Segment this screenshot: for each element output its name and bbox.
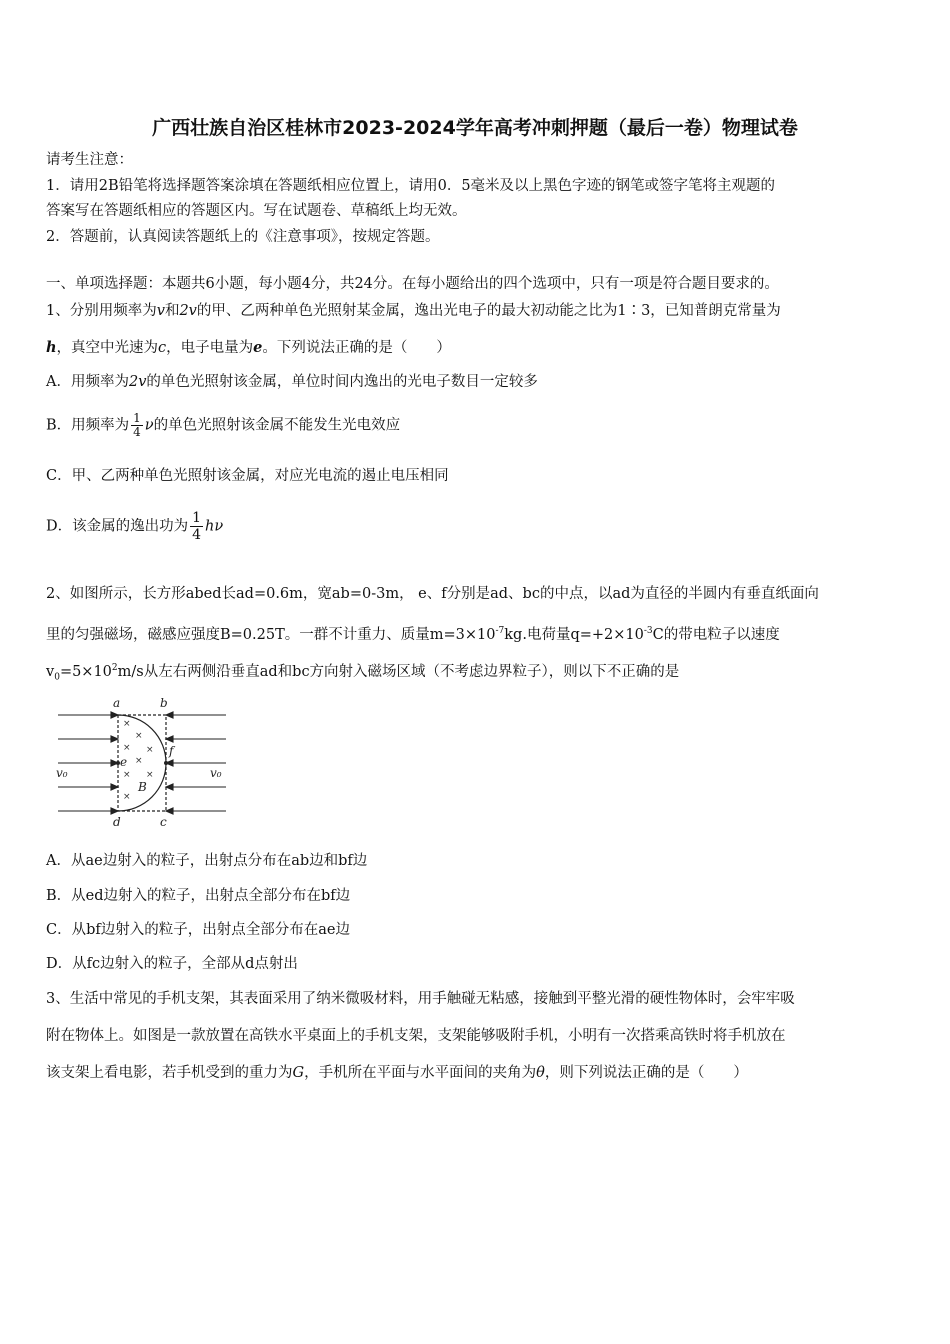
q3-stem-line-2: 附在物体上。如图是一款放置在高铁水平桌面上的手机支架，支架能够吸附手机，小明有一次搭乘高铁时将手机放在 [46, 1028, 786, 1044]
notice-item-1-line-2: 答案写在答题纸相应的答题区内。写在试题卷、草稿纸上均无效。 [46, 203, 467, 219]
q2-stem-line-2: 里的匀强磁场，磁感应强度B=0.25T。一群不计重力、质量$m=3\times 10^{-7}kg$.电荷量$q=+2\times 10^{-3}C$的带电粒子以速度 [46, 626, 780, 643]
svg-text:×: × [146, 770, 154, 780]
point-e [116, 761, 120, 765]
q2-stem-line-3: $v_0=5\times 10^2m/s$从左右两侧沿垂直ad和bc方向射入磁场区域（不考虑边界粒子），则以下不正确的是 [46, 663, 680, 683]
svg-text:×: × [123, 792, 131, 802]
label-v0-right: v₀ [210, 766, 222, 780]
svg-text:×: × [123, 719, 131, 729]
svg-text:×: × [146, 745, 154, 755]
label-a: a [113, 696, 121, 710]
q2-option-b: B．从ed边射入的粒子，出射点全部分布在bf边 [46, 888, 351, 904]
q2-option-c: C．从bf边射入的粒子，出射点全部分布在ae边 [46, 922, 350, 938]
svg-text:×: × [135, 756, 143, 766]
q2-option-d: D．从fc边射入的粒子，全部从d点射出 [46, 956, 298, 972]
label-B: B [138, 780, 147, 794]
q1-option-c: C．甲、乙两种单色光照射该金属，对应光电流的遏止电压相同 [46, 468, 449, 484]
svg-text:×: × [123, 770, 131, 780]
q1-option-b: B．用频率为 $\frac{1}{4}$ ν的单色光照射该金属不能发生光电效应 [46, 411, 401, 439]
q2-option-a: A．从ae边射入的粒子，出射点分布在ab边和bf边 [46, 853, 368, 869]
label-e: e [120, 755, 128, 769]
q3-stem-line-3: 该支架上看电影，若手机受到的重力为G，手机所在平面与水平面间的夹角为θ，则下列说法正确的是（ ） [46, 1065, 748, 1081]
notice-item-2: 2．答题前，认真阅读答题纸上的《注意事项》，按规定答题。 [46, 229, 440, 245]
q1-stem-line-2: h，真空中光速为c，电子电量为e。下列说法正确的是（ ） [46, 339, 451, 356]
label-d: d [113, 815, 121, 829]
right-incident-arrows [166, 712, 226, 814]
fraction-one-quarter: $\frac{1}{4}$ [192, 510, 202, 543]
section-heading: 一、单项选择题：本题共6小题，每小题4分，共24分。在每小题给出的四个选项中，只有一项是符合题目要求的。 [46, 276, 779, 292]
svg-text:×: × [135, 731, 143, 741]
svg-text:×: × [123, 743, 131, 753]
q1-option-d: D．该金属的逸出功为 $\frac{1}{4}$ hν [46, 510, 224, 543]
q2-stem-line-1: 2、如图所示，长方形abed长ad=0.6m，宽ab=0-3m， e、f分别是ad、bc的中点，以ad为直径的半圆内有垂直纸面向 [46, 586, 819, 602]
page-title: 广西壮族自治区桂林市2023-2024学年高考冲刺押题（最后一卷）物理试卷 [152, 117, 798, 139]
notice-heading: 请考生注意： [46, 152, 133, 168]
magnetic-field-figure [50, 693, 230, 831]
point-f [164, 761, 168, 765]
q3-stem-line-1: 3、生活中常见的手机支架，其表面采用了纳米微吸材料，用手触碰无粘感，接触到平整光滑的硬性物体时，会牢牢吸 [46, 991, 795, 1007]
label-v0-left: v₀ [56, 766, 68, 780]
label-f: f [169, 744, 174, 758]
q1-stem-line-1: 1、分别用频率为v和2v的甲、乙两种单色光照射某金属，逸出光电子的最大初动能之比为1∶3，已知普朗克常量为 [46, 303, 781, 319]
notice-item-1-line-1: 1．请用2B铅笔将选择题答案涂填在答题纸相应位置上，请用0．5毫米及以上黑色字迹的钢笔或签字笔将主观题的 [46, 178, 776, 194]
label-b: b [160, 696, 168, 710]
q1-option-a: A．用频率为2v的单色光照射该金属，单位时间内逸出的光电子数目一定较多 [46, 374, 538, 390]
label-c: c [160, 815, 167, 829]
fraction-one-quarter: $\frac{1}{4}$ [133, 411, 141, 439]
left-incident-arrows [58, 712, 118, 814]
